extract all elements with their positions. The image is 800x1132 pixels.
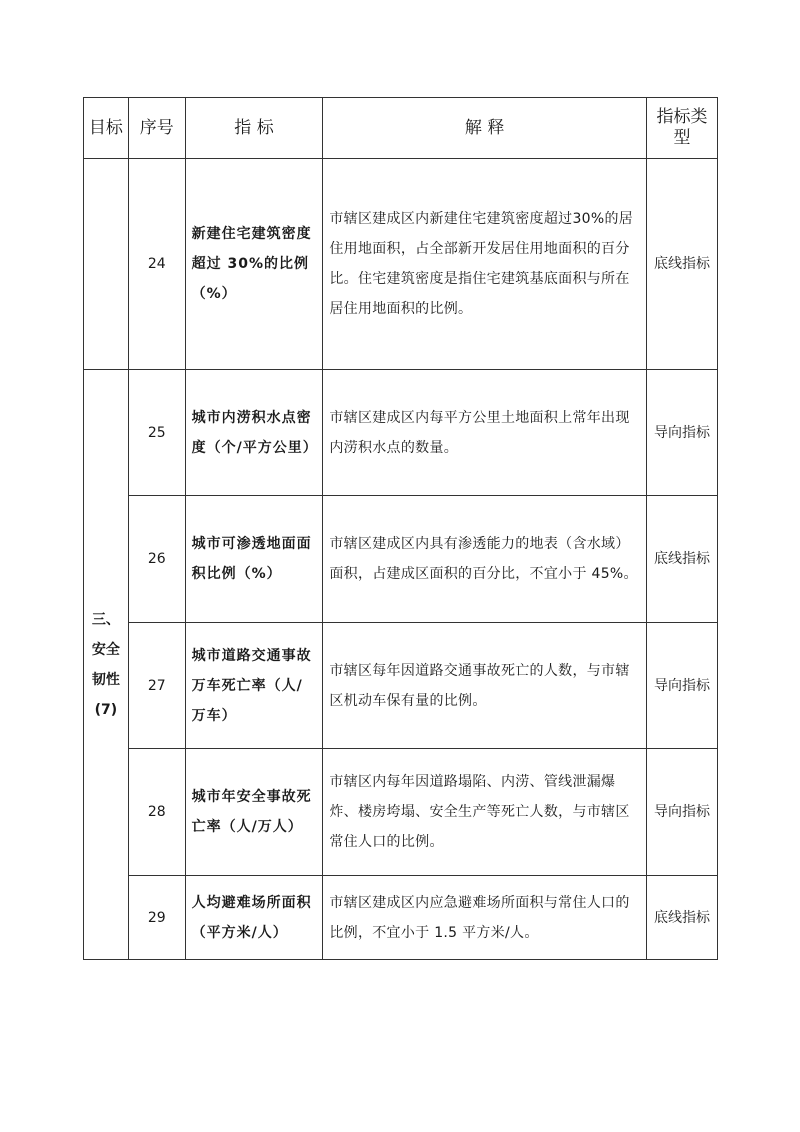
row-explanation: 市辖区建成区内新建住宅建筑密度超过30%的居住用地面积，占全部新开发居住用地面积的百分比。住宅建筑密度是指住宅建筑基底面积与所在居住用地面积的比例。 (323, 159, 647, 370)
row-type: 底线指标 (646, 876, 717, 960)
row-type: 导向指标 (646, 749, 717, 876)
table-header-row (84, 98, 718, 159)
header-indicator: 指 标 (185, 98, 323, 159)
indicator-table (83, 97, 718, 960)
table-row (84, 876, 718, 960)
row-number: 28 (128, 749, 185, 876)
header-explanation: 解 释 (323, 98, 647, 159)
row-number: 29 (128, 876, 185, 960)
table-row (84, 749, 718, 876)
row-indicator-name: 人均避难场所面积（平方米/人） (185, 876, 323, 960)
table-row (84, 496, 718, 623)
row-type: 导向指标 (646, 623, 717, 749)
table-row (84, 623, 718, 749)
goal-line-1: 三、 (91, 611, 120, 628)
row-explanation: 市辖区建成区内每平方公里土地面积上常年出现内涝积水点的数量。 (323, 370, 647, 496)
goal-line-2: 安全 (91, 641, 120, 658)
row-number: 25 (128, 370, 185, 496)
table-row (84, 159, 718, 370)
goal-line-4: (7) (94, 701, 118, 718)
row-explanation: 市辖区建成区内应急避难场所面积与常住人口的比例，不宜小于 1.5 平方米/人。 (323, 876, 647, 960)
header-type: 指标类型 (646, 98, 717, 159)
row-indicator-name: 城市道路交通事故万车死亡率（人/万车） (185, 623, 323, 749)
row-explanation: 市辖区每年因道路交通事故死亡的人数，与市辖区机动车保有量的比例。 (323, 623, 647, 749)
row-explanation: 市辖区建成区内具有渗透能力的地表（含水域）面积，占建成区面积的百分比，不宜小于 45%。 (323, 496, 647, 623)
row-indicator-name: 城市内涝积水点密度（个/平方公里） (185, 370, 323, 496)
header-goal: 目标 (84, 98, 129, 159)
row-number: 26 (128, 496, 185, 623)
row-indicator-name: 城市年安全事故死亡率（人/万人） (185, 749, 323, 876)
goal-line-3: 韧性 (91, 671, 120, 688)
row-type: 底线指标 (646, 496, 717, 623)
row-indicator-name: 城市可渗透地面面积比例（%） (185, 496, 323, 623)
header-number: 序号 (128, 98, 185, 159)
row-indicator-name: 新建住宅建筑密度超过 30%的比例（%） (185, 159, 323, 370)
row-number: 27 (128, 623, 185, 749)
row-number: 24 (128, 159, 185, 370)
row-explanation: 市辖区内每年因道路塌陷、内涝、管线泄漏爆炸、楼房垮塌、安全生产等死亡人数，与市辖区常住人口的比例。 (323, 749, 647, 876)
row-type: 导向指标 (646, 370, 717, 496)
table-row (84, 370, 718, 496)
row-type: 底线指标 (646, 159, 717, 370)
goal-cell-empty (84, 159, 129, 370)
goal-group-cell (84, 370, 129, 960)
